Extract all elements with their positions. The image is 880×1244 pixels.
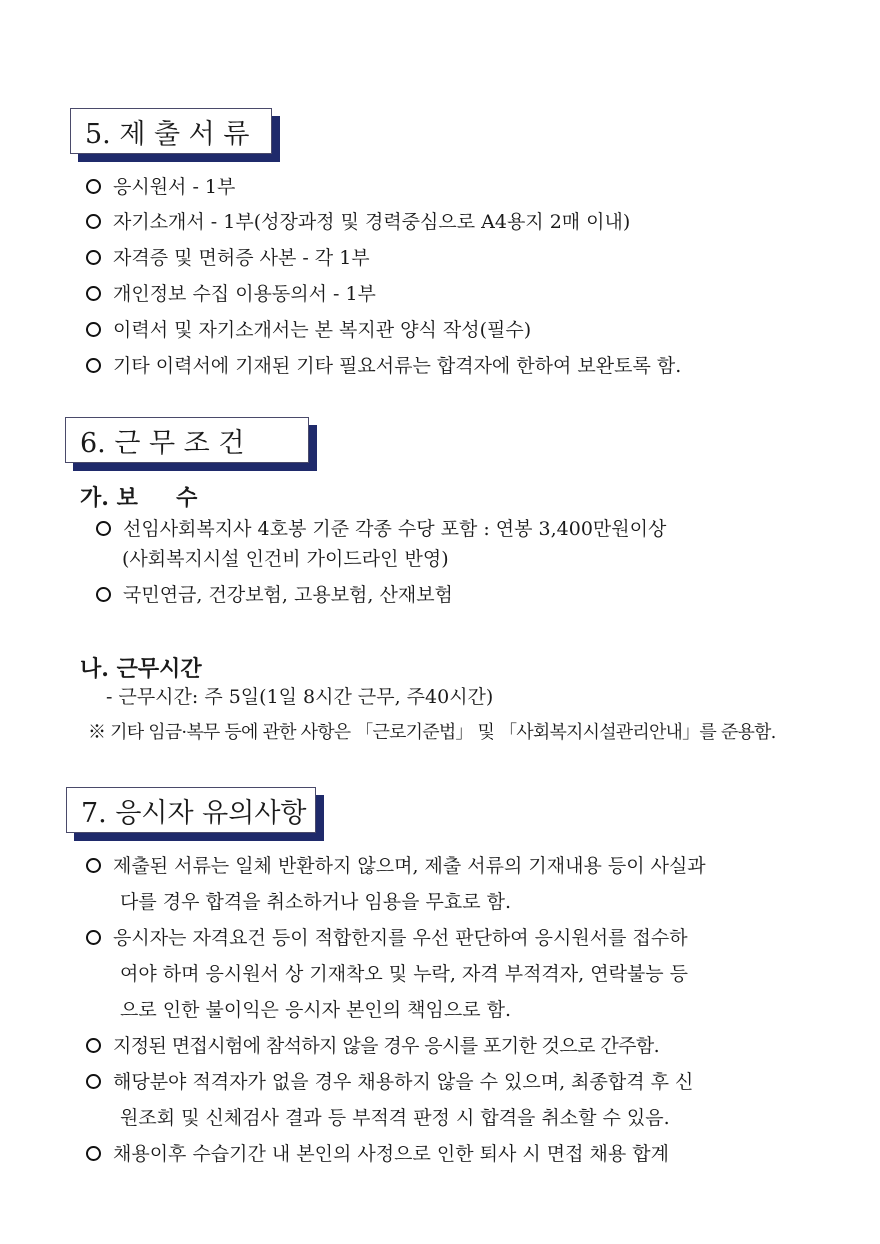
circle-bullet-icon [86, 1074, 101, 1089]
list-item-continuation: 으로 인한 불이익은 응시자 본인의 책임으로 함. [120, 999, 512, 1021]
circle-bullet-icon [86, 286, 101, 301]
section-6-title: 6. 근 무 조 건 [65, 417, 309, 463]
section-7-title: 7. 응시자 유의사항 [66, 787, 316, 833]
circle-bullet-icon [86, 322, 101, 337]
list-item: 개인정보 수집 이용동의서 - 1부 [86, 281, 376, 307]
list-item: 자기소개서 - 1부(성장과정 및 경력중심으로 A4용지 2매 이내) [86, 209, 630, 235]
circle-bullet-icon [86, 358, 101, 373]
hours-line: - 근무시간: 주 5일(1일 8시간 근무, 주40시간) [106, 686, 494, 708]
pay-note: (사회복지시설 인건비 가이드라인 반영) [122, 548, 449, 570]
list-item: 선임사회복지사 4호봉 기준 각종 수당 포함 : 연봉 3,400만원이상 [96, 516, 666, 542]
list-item-continuation: 여야 하며 응시원서 상 기재착오 및 누락, 자격 부적격자, 연락불능 등 [120, 963, 689, 985]
section-6-header [65, 417, 309, 463]
list-item: 자격증 및 면허증 사본 - 각 1부 [86, 245, 370, 271]
circle-bullet-icon [86, 1038, 101, 1053]
list-item: 지정된 면접시험에 참석하지 않을 경우 응시를 포기한 것으로 간주함. [86, 1033, 659, 1059]
labor-note: ※ 기타 임금·복무 등에 관한 사항은 「근로기준법」 및 「사회복지시설관리안내」를 준용함. [88, 722, 776, 743]
hours-heading: 나. 근무시간 [80, 656, 202, 682]
pay-heading: 가. 보 수 [80, 485, 198, 511]
circle-bullet-icon [86, 214, 101, 229]
circle-bullet-icon [86, 179, 101, 194]
circle-bullet-icon [86, 930, 101, 945]
list-item: 응시자는 자격요건 등이 적합한지를 우선 판단하여 응시원서를 접수하 [86, 925, 688, 951]
section-5-header [70, 108, 272, 154]
circle-bullet-icon [86, 858, 101, 873]
list-item-continuation: 다를 경우 합격을 취소하거나 임용을 무효로 함. [120, 891, 512, 913]
circle-bullet-icon [96, 587, 111, 602]
section-7-header [66, 787, 316, 833]
list-item: 채용이후 수습기간 내 본인의 사정으로 인한 퇴사 시 면접 채용 합계 [86, 1141, 669, 1167]
section-5-title: 5. 제 출 서 류 [70, 108, 272, 154]
circle-bullet-icon [96, 521, 111, 536]
list-item: 응시원서 - 1부 [86, 174, 235, 200]
circle-bullet-icon [86, 250, 101, 265]
circle-bullet-icon [86, 1146, 101, 1161]
list-item: 기타 이력서에 기재된 기타 필요서류는 합격자에 한하여 보완토록 함. [86, 353, 681, 379]
list-item-continuation: 원조회 및 신체검사 결과 등 부적격 판정 시 합격을 취소할 수 있음. [120, 1107, 670, 1129]
list-item: 해당분야 적격자가 없을 경우 채용하지 않을 수 있으며, 최종합격 후 신 [86, 1069, 693, 1095]
list-item: 국민연금, 건강보험, 고용보험, 산재보험 [96, 582, 453, 608]
list-item: 제출된 서류는 일체 반환하지 않으며, 제출 서류의 기재내용 등이 사실과 [86, 853, 706, 879]
list-item: 이력서 및 자기소개서는 본 복지관 양식 작성(필수) [86, 317, 531, 343]
